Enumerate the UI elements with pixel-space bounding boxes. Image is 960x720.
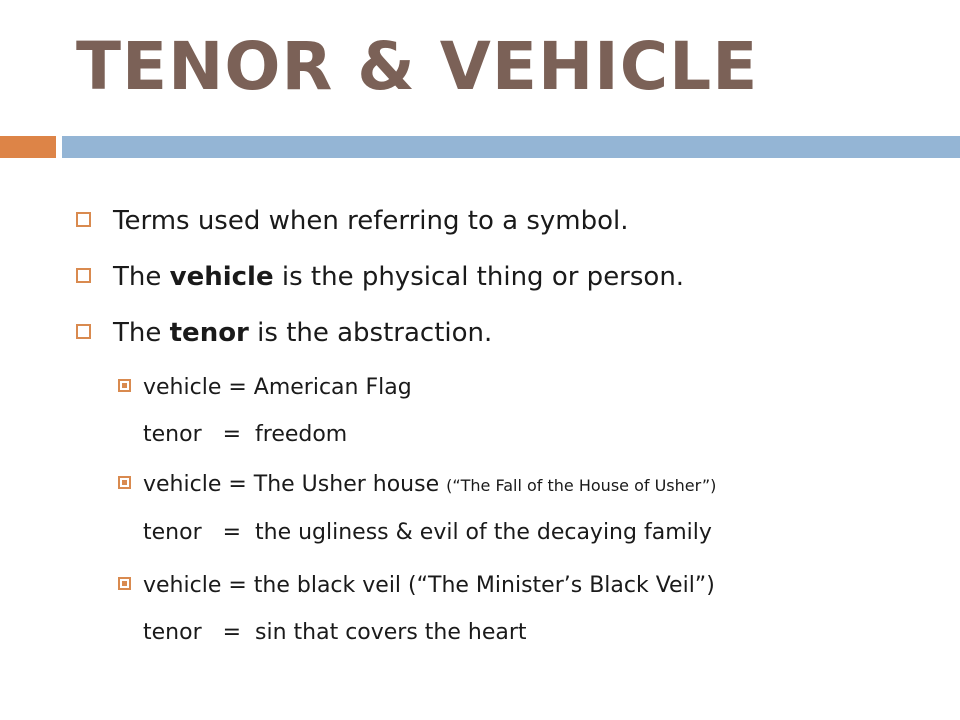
square-bullet-icon [76, 212, 91, 227]
example-vehicle [118, 377, 412, 399]
bullet-item [76, 208, 628, 234]
bullet-text: Terms used when referring to a symbol. [113, 206, 629, 236]
example-tenor [118, 424, 347, 446]
filled-square-bullet-icon [118, 577, 131, 590]
bullet-text: The [113, 262, 170, 292]
vehicle-text: vehicle = American Flag [143, 375, 412, 400]
tenor-text: tenor = sin that covers the heart [143, 620, 527, 645]
tenor-text: tenor = freedom [143, 422, 348, 447]
example-vehicle [118, 474, 716, 496]
filled-square-bullet-icon [118, 476, 131, 489]
bullet-item [76, 264, 684, 290]
example-tenor [118, 622, 527, 644]
title-accent-bar-blue [62, 136, 960, 158]
slide-title: TENOR & VEHICLE [76, 28, 759, 105]
square-bullet-icon [76, 324, 91, 339]
example-vehicle [118, 575, 715, 597]
filled-square-bullet-icon [118, 379, 131, 392]
vehicle-text: vehicle = The Usher house [143, 472, 447, 497]
example-tenor [118, 522, 712, 544]
title-accent-bar-orange [0, 136, 56, 158]
bullet-text: is the physical thing or person. [273, 262, 685, 292]
square-bullet-icon [76, 268, 91, 283]
vehicle-text: vehicle = the black veil (“The Minister’s Black Veil”) [143, 573, 715, 598]
bullet-bold-term: vehicle [169, 262, 274, 292]
bullet-text: is the abstraction. [248, 318, 493, 348]
tenor-text: tenor = the ugliness & evil of the decaying family [143, 520, 712, 545]
bullet-item [76, 320, 492, 346]
vehicle-note: (“The Fall of the House of Usher”) [446, 476, 717, 495]
bullet-text: The [113, 318, 170, 348]
bullet-bold-term: tenor [169, 318, 249, 348]
